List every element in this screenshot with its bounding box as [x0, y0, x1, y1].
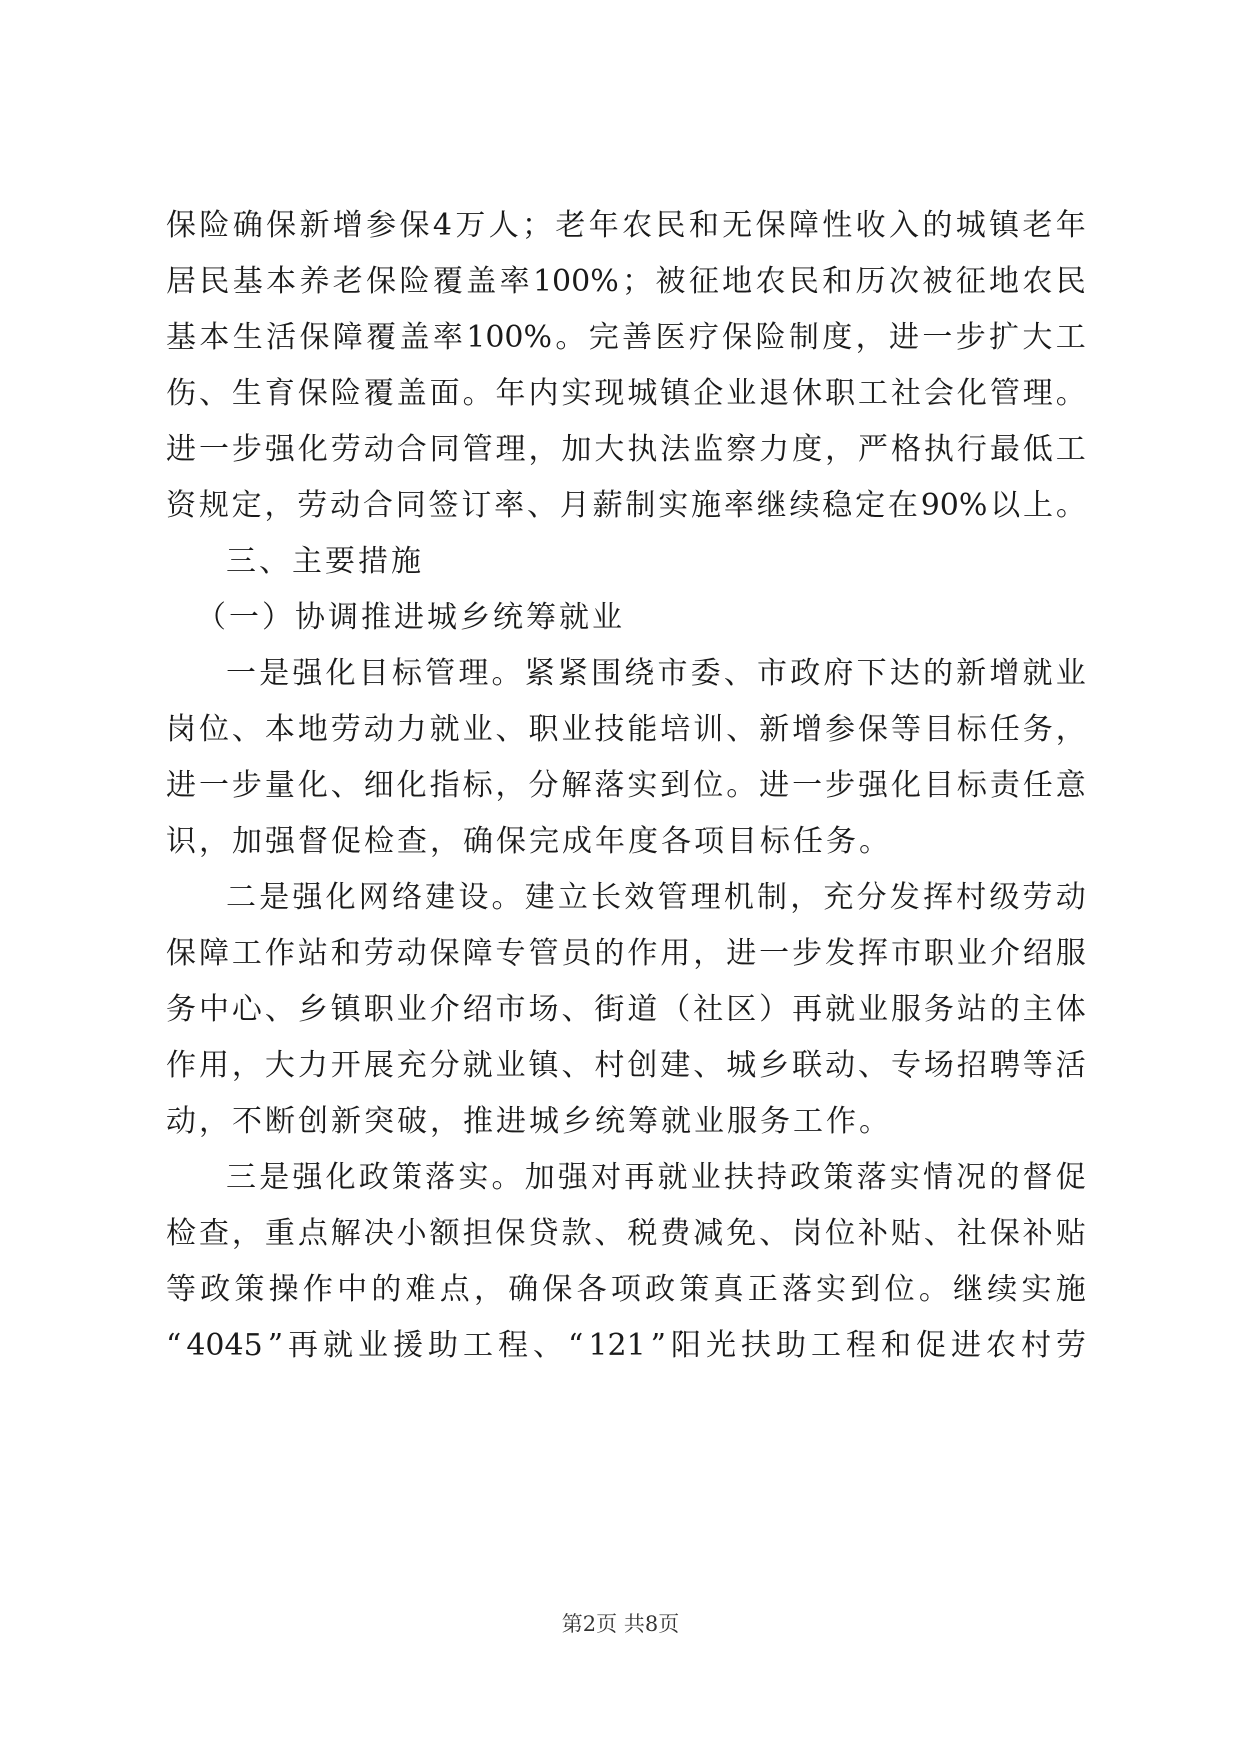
page-footer: 第2页 共8页	[561, 1612, 680, 1636]
text-line: 检 查 ， 重 点 解 决 小 额 担 保 贷 款 、 税 费 减 免 、 岗 位 补 贴 、 社 保 补 贴	[166, 1216, 1086, 1251]
text-line: 务 中 心 、 乡 镇 职 业 介 绍 市 场 、 街 道 （ 社 区 ） 再 就 业 服 务 站 的 主 体	[166, 992, 1086, 1027]
text-line: 资 规 定 ， 劳 动 合 同 签 订 率 、 月 薪 制 实 施 率 继 续 稳 定 在 90% 以 上 。	[166, 488, 1086, 523]
text-line: 进 一 步 量 化 、 细 化 指 标 ， 分 解 落 实 到 位 。 进 一 步 强 化 目 标 责 任 意	[166, 768, 1086, 803]
text-line: 识，加强督促检查，确保完成年度各项目标任务。	[166, 824, 892, 859]
text-line: （一）协调推进城乡统筹就业	[196, 600, 625, 635]
text-line: 三 是 强 化 政 策 落 实 。 加 强 对 再 就 业 扶 持 政 策 落 实 情 况 的 督 促	[226, 1160, 1086, 1195]
text-line: 保 险 确 保 新 增 参 保 4 万 人 ； 老 年 农 民 和 无 保 障 性 收 入 的 城 镇 老 年	[166, 208, 1086, 243]
text-line: 居 民 基 本 养 老 保 险 覆 盖 率 100% ； 被 征 地 农 民 和 历 次 被 征 地 农 民	[166, 264, 1086, 299]
text-line: 三、主要措施	[226, 544, 424, 579]
text-line: 一 是 强 化 目 标 管 理 。 紧 紧 围 绕 市 委 、 市 政 府 下 达 的 新 增 就 业	[226, 656, 1086, 691]
text-line: 作 用 ， 大 力 开 展 充 分 就 业 镇 、 村 创 建 、 城 乡 联 动 、 专 场 招 聘 等 活	[166, 1048, 1086, 1083]
text-line: 岗 位 、 本 地 劳 动 力 就 业 、 职 业 技 能 培 训 、 新 增 参 保 等 目 标 任 务 ，	[166, 712, 1086, 747]
text-line: 保 障 工 作 站 和 劳 动 保 障 专 管 员 的 作 用 ， 进 一 步 发 挥 市 职 业 介 绍 服	[166, 936, 1086, 971]
text-line: 二 是 强 化 网 络 建 设 。 建 立 长 效 管 理 机 制 ， 充 分 发 挥 村 级 劳 动	[226, 880, 1086, 915]
text-line: 等 政 策 操 作 中 的 难 点 ， 确 保 各 项 政 策 真 正 落 实 到 位 。 继 续 实 施	[166, 1272, 1086, 1307]
text-line: “ 4045 ” 再 就 业 援 助 工 程 、 “ 121 ” 阳 光 扶 助 工 程 和 促 进 农 村 劳	[166, 1328, 1086, 1363]
text-line: 伤 、 生 育 保 险 覆 盖 面 。 年 内 实 现 城 镇 企 业 退 休 职 工 社 会 化 管 理 。	[166, 376, 1086, 411]
text-line: 进 一 步 强 化 劳 动 合 同 管 理 ， 加 大 执 法 监 察 力 度 ， 严 格 执 行 最 低 工	[166, 432, 1086, 467]
text-line: 基 本 生 活 保 障 覆 盖 率 100% 。 完 善 医 疗 保 险 制 度 ， 进 一 步 扩 大 工	[166, 320, 1086, 355]
text-line: 动，不断创新突破，推进城乡统筹就业服务工作。	[166, 1104, 892, 1139]
document-body	[166, 198, 1086, 1374]
